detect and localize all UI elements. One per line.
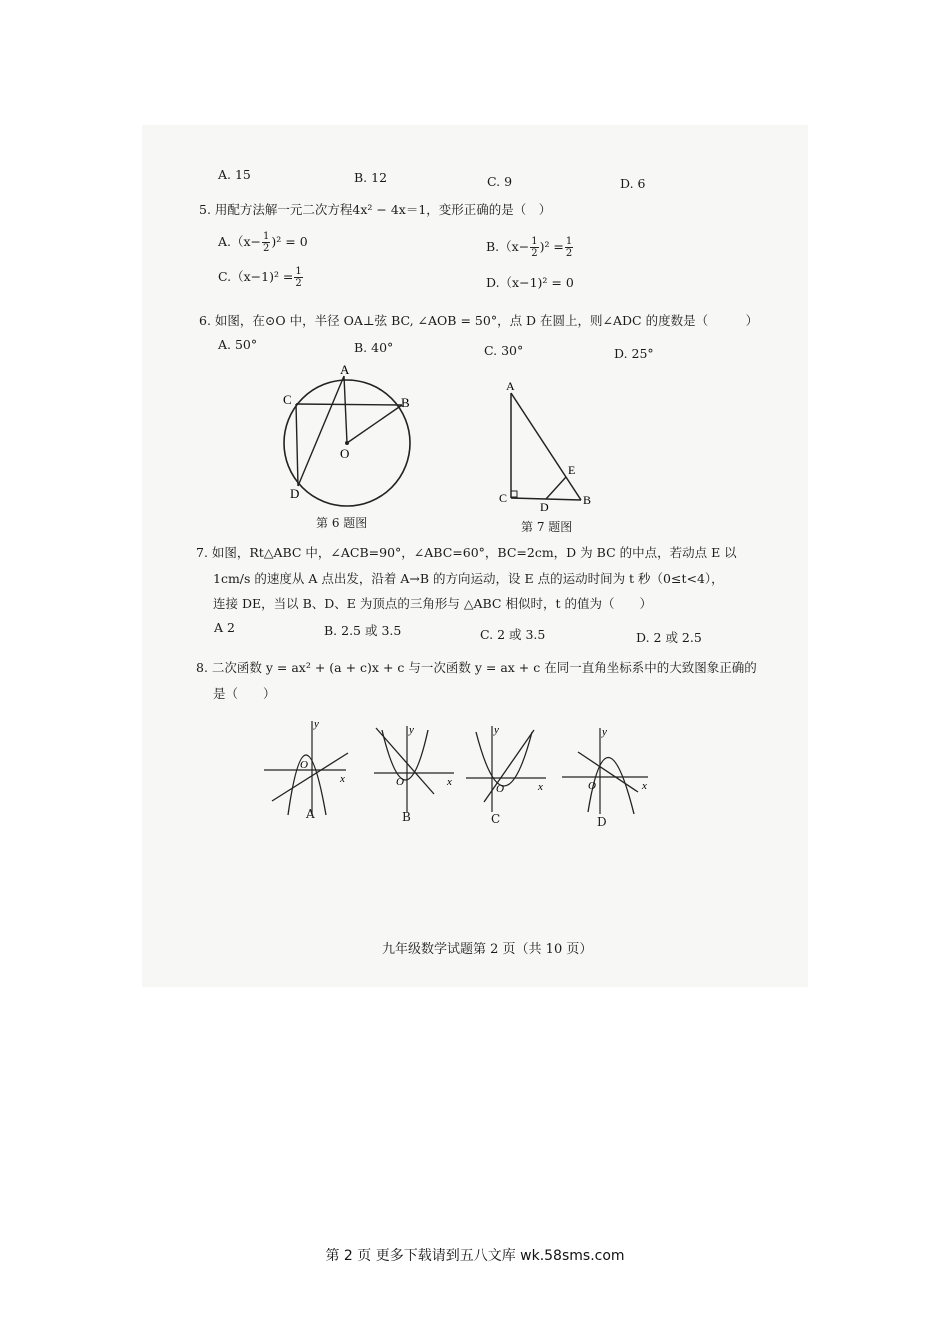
label-c: C <box>283 392 292 407</box>
label-a: A <box>506 379 515 393</box>
fraction <box>262 231 270 254</box>
x-label: x <box>340 773 345 785</box>
q5-stem: 5. 用配方法解一元二次方程4x² − 4x＝1，变形正确的是（ ） <box>199 202 552 217</box>
q4-option-c: C. 9 <box>487 174 513 189</box>
fraction-numerator: 1 <box>295 266 302 277</box>
y-label: y <box>494 724 499 736</box>
q7-figure <box>495 378 605 513</box>
origin-label: O <box>300 759 308 771</box>
q5-option-d: D.（x−1)² = 0 <box>486 275 574 290</box>
q7-option-c: C. 2 或 3.5 <box>480 627 546 642</box>
q5-option-b-post: )² = <box>539 239 564 254</box>
y-label: y <box>314 718 319 730</box>
label-c: C <box>499 491 508 505</box>
q5-option-c <box>218 266 304 289</box>
fraction-denominator: 2 <box>295 278 302 289</box>
label-o: O <box>340 446 350 461</box>
q6-caption: 第 6 题图 <box>316 516 368 530</box>
chord-da <box>298 376 344 486</box>
label-a: A <box>340 362 350 377</box>
segment-de <box>546 477 566 499</box>
q6-stem: 6. 如图，在⊙O 中，半径 OA⊥弦 BC, ∠AOB = 50°，点 D 在圆上，则∠ADC 的度数是（ ） <box>199 313 759 328</box>
origin-label: O <box>588 780 596 792</box>
scan-page-footer: 九年级数学试题第 2 页（共 10 页） <box>382 942 593 957</box>
fraction-denominator: 2 <box>565 248 573 259</box>
x-label: x <box>642 780 647 792</box>
q7-option-b: B. 2.5 或 3.5 <box>324 623 402 638</box>
fraction-numerator: 1 <box>531 236 538 247</box>
label-d: D <box>290 486 300 501</box>
x-label: x <box>538 781 543 793</box>
fraction-denominator: 2 <box>531 248 538 259</box>
radius-ob <box>347 405 402 443</box>
q4-option-a: A. 15 <box>218 167 251 182</box>
q8-graph-b <box>370 720 460 820</box>
x-label: x <box>447 776 452 788</box>
q5-option-a-pre: A.（x− <box>218 234 262 249</box>
label-e: E <box>568 463 576 477</box>
q7-line-1: 7. 如图，Rt△ABC 中，∠ACB=90°，∠ABC=60°，BC=2cm，D 为 BC 的中点，若动点 E 以 <box>196 545 737 560</box>
y-label: y <box>602 726 607 738</box>
q8-graph-d <box>558 722 653 822</box>
origin-label: O <box>396 776 404 788</box>
radius-oa <box>344 376 347 443</box>
q5-option-a-post: )² = 0 <box>271 234 308 249</box>
q8-graph-d-label: D <box>597 815 607 829</box>
label-d: D <box>540 500 549 513</box>
chord-cd <box>296 404 298 486</box>
q5-option-c-pre: C.（x−1)² = <box>218 269 294 284</box>
q7-line-2: 1cm/s 的速度从 A 点出发，沿着 A→B 的方向运动，设 E 点的运动时间为 t 秒（0≤t<4）， <box>213 571 724 586</box>
fraction <box>565 236 573 259</box>
q5-option-b <box>486 236 574 259</box>
q6-option-d: D. 25° <box>614 346 654 361</box>
q8-graph-c-label: C <box>491 812 501 826</box>
q8-line-1: 8. 二次函数 y = ax² + (a + c)x + c 与一次函数 y = ax + c 在同一直角坐标系中的大致图象正确的 <box>196 660 757 675</box>
fraction-numerator: 1 <box>565 236 573 247</box>
center-point <box>345 441 349 445</box>
q5-option-b-pre: B.（x− <box>486 239 530 254</box>
q6-option-c: C. 30° <box>484 343 524 358</box>
origin-label: O <box>496 783 504 795</box>
q6-option-b: B. 40° <box>354 340 394 355</box>
q8-graph-a <box>260 715 350 825</box>
fraction-denominator: 2 <box>263 243 270 254</box>
label-b: B <box>583 493 592 507</box>
q4-option-d: D. 6 <box>620 176 646 191</box>
q5-option-a <box>218 231 308 254</box>
q8-graph-b-label: B <box>402 810 411 824</box>
side-ab <box>511 393 581 500</box>
q7-line-3: 连接 DE，当以 B、D、E 为顶点的三角形与 △ABC 相似时，t 的值为（ ） <box>213 596 652 611</box>
q7-option-d: D. 2 或 2.5 <box>636 630 702 645</box>
q8-graph-c <box>462 720 552 820</box>
right-angle-mark <box>511 491 517 497</box>
y-label: y <box>409 724 414 736</box>
fraction-numerator: 1 <box>263 231 270 242</box>
q6-figure <box>270 362 430 512</box>
q8-graph-a-label: A <box>306 807 315 821</box>
q4-option-b: B. 12 <box>354 170 388 185</box>
label-b: B <box>401 395 410 410</box>
q7-option-a: A 2 <box>214 620 235 635</box>
line <box>376 728 434 794</box>
q8-line-2: 是（ ） <box>213 686 276 701</box>
q7-caption: 第 7 题图 <box>521 520 573 534</box>
chord-bc <box>296 404 402 405</box>
q6-option-a: A. 50° <box>218 337 258 352</box>
fraction <box>530 236 538 259</box>
fraction <box>294 266 302 289</box>
line <box>272 753 348 801</box>
page-footer: 第 2 页 更多下载请到五八文库 wk.58sms.com <box>325 1248 625 1264</box>
